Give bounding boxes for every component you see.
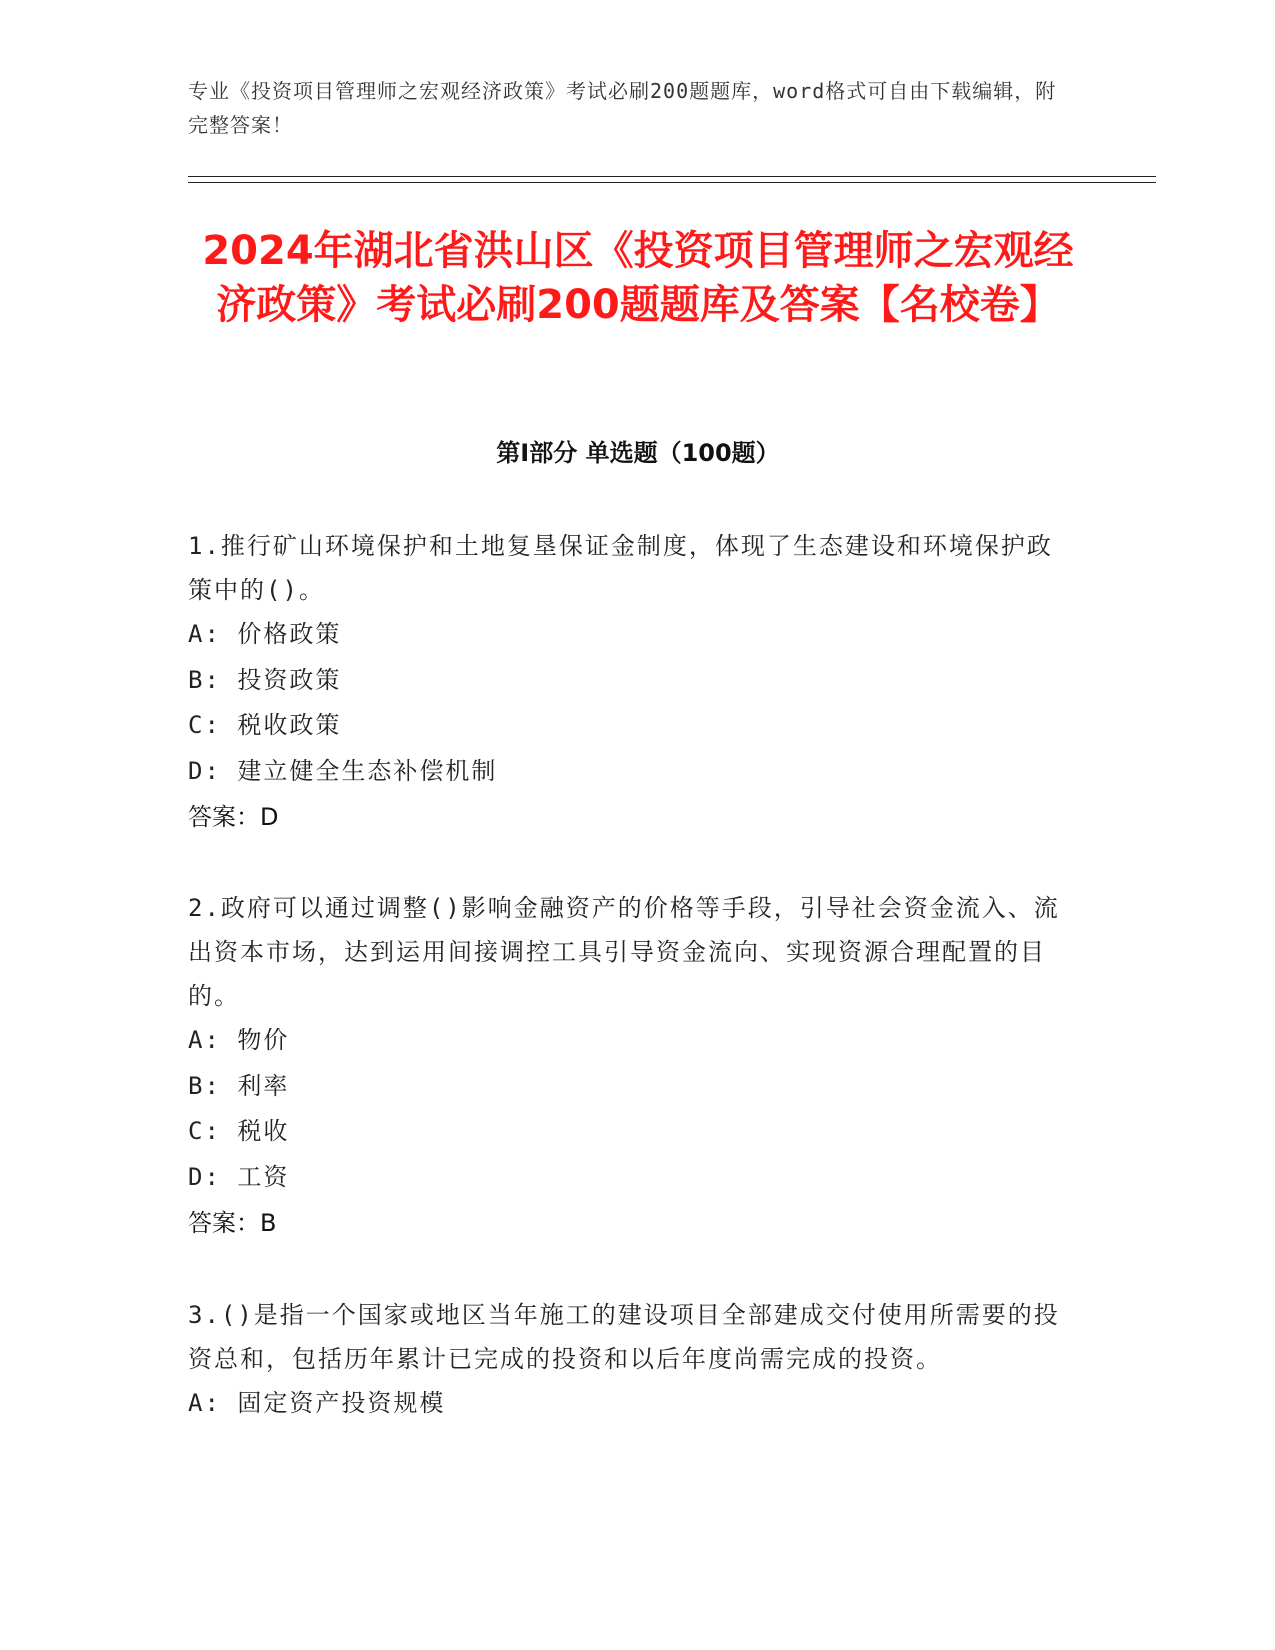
answer: 答案：D (188, 803, 279, 831)
option-a: A: 价格政策 (188, 620, 342, 648)
header-note: 专业《投资项目管理师之宏观经济政策》考试必刷200题题库，word格式可自由下载编辑，附完整答案！ (188, 79, 1057, 137)
question-2 (188, 886, 1068, 1246)
question-1 (188, 524, 1068, 840)
option-c: C: 税收政策 (188, 711, 342, 739)
header-divider-top (188, 176, 1156, 177)
option-a: A: 固定资产投资规模 (188, 1389, 446, 1417)
option-b: B: 投资政策 (188, 665, 342, 694)
option-c: C: 税收 (188, 1117, 290, 1145)
question-stem: 2.政府可以通过调整()影响金融资产的价格等手段，引导社会资金流入、流出资本市场，达到运用间接调控工具引导资金流向、实现资源合理配置的目的。 (188, 894, 1060, 1010)
answer: 答案：B (188, 1209, 277, 1237)
document-title: 2024年湖北省洪山区《投资项目管理师之宏观经济政策》考试必刷200题题库及答案【名校卷】 (202, 228, 1074, 328)
question-3 (188, 1293, 1068, 1427)
option-b: B: 利率 (188, 1071, 290, 1100)
header-divider-bottom (188, 182, 1156, 183)
option-a: A: 物价 (188, 1026, 290, 1054)
question-stem: 3.()是指一个国家或地区当年施工的建设项目全部建成交付使用所需要的投资总和，包括历年累计已完成的投资和以后年度尚需完成的投资。 (188, 1301, 1060, 1373)
section-heading: 第I部分 单选题（100题） (496, 439, 780, 467)
question-stem: 1.推行矿山环境保护和土地复垦保证金制度，体现了生态建设和环境保护政策中的()。 (188, 532, 1053, 604)
option-d: D: 建立健全生态补偿机制 (188, 756, 498, 785)
option-d: D: 工资 (188, 1162, 290, 1191)
